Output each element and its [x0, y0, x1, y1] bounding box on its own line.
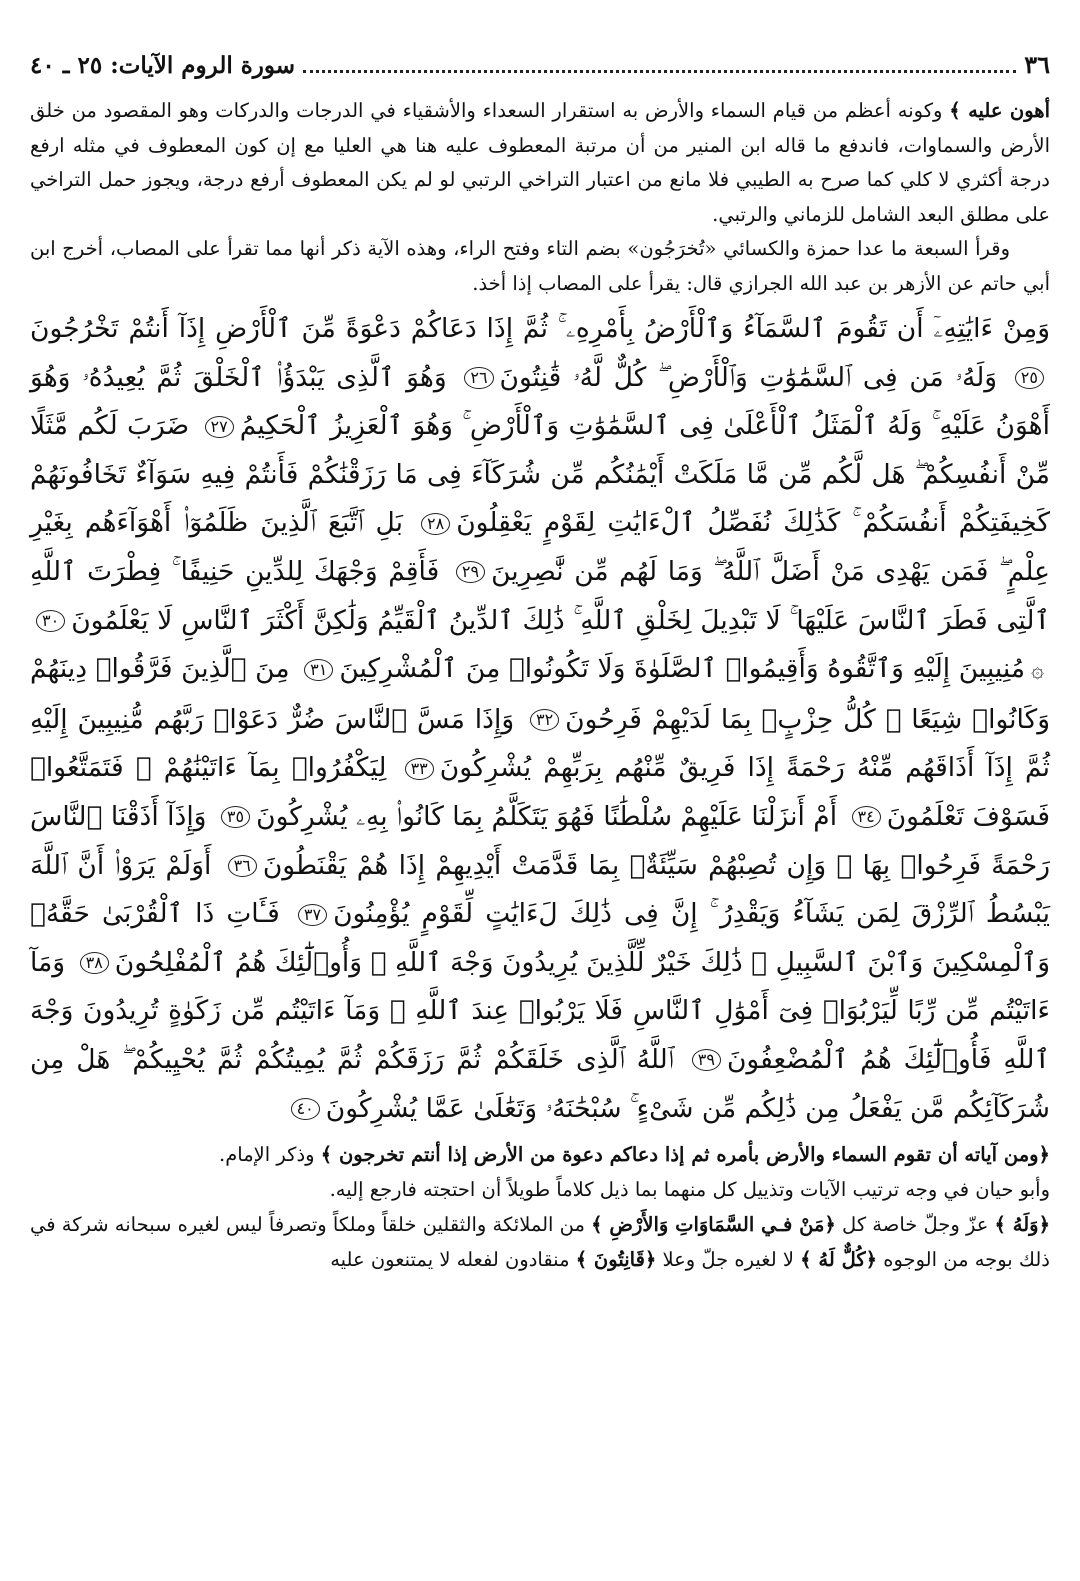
tafsir-text: وذكر الإمام. — [219, 1143, 321, 1167]
hizb-marker-icon: ۞ — [1031, 658, 1044, 684]
commentary-lead: أهون عليه ﴾ — [949, 99, 1050, 122]
verse-number: ٣٠ — [36, 610, 65, 632]
verse-number: ٢٨ — [421, 513, 450, 535]
verse-quote: ﴿قَانِتُونَ ﴾ — [575, 1248, 657, 1272]
quran-verses — [30, 305, 1050, 1133]
verse-text: وَهُوَ ٱلَّذِى يَبْدَؤُا۟ ٱلْخَلْقَ ثُمَّ يُعِيدُهُۥ وَهُوَ أَهْوَنُ عَلَيْهِ ۚ وَلَهُ ٱلْمَثَلُ ٱلْأَعْلَىٰ فِى ٱلسَّمَٰوَٰتِ وَٱلْأَرْضِ ۚ وَهُوَ ٱلْعَزِيزُ ٱلْحَكِيمُ — [30, 361, 1050, 442]
verse-text: مِنَ ٱلَّذِينَ فَرَّقُوا۟ دِينَهُمْ وَكَانُوا۟ شِيَعًا ۖ كُلُّ حِزْبٍۭ بِمَا لَدَيْهِمْ فَرِحُونَ — [30, 653, 1050, 735]
verse-text: لِيَكْفُرُوا۟ بِمَآ ءَاتَيْنَٰهُمْ ۚ فَتَمَتَّعُوا۟ فَسَوْفَ تَعْلَمُونَ — [30, 752, 1051, 832]
commentary-block — [30, 94, 1050, 301]
tafsir-text: لا لغيره جلّ وعلا — [656, 1248, 801, 1272]
verse-text: وَمِنْ ءَايَٰتِهِۦٓ أَن تَقُومَ ٱلسَّمَآءُ وَٱلْأَرْضُ بِأَمْرِهِۦ ۚ ثُمَّ إِذَا دَعَاكُمْ دَعْوَةً مِّنَ ٱلْأَرْضِ إِذَآ أَنتُمْ تَخْرُجُونَ — [30, 313, 1050, 344]
verse-number: ٣٦ — [228, 855, 257, 877]
running-title: سورة الروم الآيات: ٢٥ ـ ٤٠ — [30, 52, 296, 79]
verse-number: ٢٥ — [1015, 367, 1044, 389]
verse-text: وَإِذَا مَسَّ ٱلنَّاسَ ضُرٌّ دَعَوْا۟ رَبَّهُم مُّنِيبِينَ إِلَيْهِ ثُمَّ إِذَآ أَذَاقَهُم مِّنْهُ رَحْمَةً إِذَا فَرِيقٌ مِّنْهُم بِرَبِّهِمْ يُشْرِكُونَ — [30, 703, 1050, 784]
verse-text: فَـَٔاتِ ذَا ٱلْقُرْبَىٰ حَقَّهُۥ وَٱلْمِسْكِينَ وَٱبْنَ ٱلسَّبِيلِ ۚ ذَٰلِكَ خَيْرٌ لِّلَّذِينَ يُرِيدُونَ وَجْهَ ٱللَّهِ ۖ وَأُو۟لَٰٓئِكَ هُمُ ٱلْمُفْلِحُونَ — [30, 898, 1050, 978]
document-page — [30, 50, 1050, 1561]
commentary-text: وقرأ السبعة ما عدا حمزة والكسائي «تُخرَجُون» بضم التاء وفتح الراء، وهذه الآية ذكر أنها مما تقرأ على المصاب، أخرج ابن أبي حاتم عن الأزهر بن عبد الله الجرازي قال: يقرأ على المصاب إذا أخذ. — [30, 237, 1050, 295]
verse-text: وَلَهُۥ مَن فِى ٱلسَّمَٰوَٰتِ وَٱلْأَرْضِ ۖ كُلٌّ لَّهُۥ قَٰنِتُونَ — [499, 361, 998, 393]
verse-number: ٢٩ — [456, 561, 485, 583]
verse-number: ٢٦ — [464, 367, 493, 389]
tafsir-text: عزّ وجلّ خاصة كل — [835, 1213, 995, 1237]
verse-quote: ﴿كُلٌّ لَهُ ﴾ — [800, 1248, 878, 1272]
page-number: ٣٦ — [1024, 50, 1050, 79]
verse-quote: ﴿ومن آياته أن تقوم السماء والأرض بأمره ثم إذا دعاكم دعوة من الأرض إذا أنتم تخرجون ﴾ — [320, 1143, 1050, 1167]
verse-number: ٣٢ — [530, 709, 559, 731]
tafsir-paragraph — [30, 1207, 1050, 1277]
verse-text: ضَرَبَ لَكُم مَّثَلًا مِّنْ أَنفُسِكُمْ ۖ هَل لَّكُم مِّن مَّا مَلَكَتْ أَيْمَٰنُكُم مِّن شُرَكَآءَ فِى مَا رَزَقْنَٰكُمْ فَأَنتُمْ فِيهِ سَوَآءٌ تَخَافُونَهُمْ كَخِيفَتِكُمْ أَنفُسَكُمْ ۚ كَذَٰلِكَ نُفَصِّلُ ٱلْءَايَٰتِ لِقَوْمٍ يَعْقِلُونَ — [30, 410, 1050, 539]
tafsir-text: وأبو حيان في وجه ترتيب الآيات وتذييل كل منهما بما ذيل كلاماً طويلاً أن احتجته فارجع إليه. — [329, 1178, 1050, 1202]
verse-text: فَأَقِمْ وَجْهَكَ لِلدِّينِ حَنِيفًا ۚ فِطْرَتَ ٱللَّهِ ٱلَّتِى فَطَرَ ٱلنَّاسَ عَلَيْهَا ۚ لَا تَبْدِيلَ لِخَلْقِ ٱللَّهِ ۚ ذَٰلِكَ ٱلدِّينُ ٱلْقَيِّمُ وَلَٰكِنَّ أَكْثَرَ ٱلنَّاسِ لَا يَعْلَمُونَ — [30, 555, 1050, 636]
verse-number: ٣٤ — [852, 806, 881, 828]
verse-quote: ﴿مَنْ فـي السَّمَاوَاتِ وَالأَرْضِ ﴾ — [591, 1213, 836, 1237]
verse-number: ٣٨ — [80, 952, 109, 974]
tafsir-text: من الملائكة والثقلين خلقاً وملكاً وتصرفاً ليس لغيره سبحانه شركة في ذلك بوجه من الوجوه — [29, 1213, 1050, 1272]
verse-number: ٣٥ — [221, 806, 250, 828]
verse-text: أَمْ أَنزَلْنَا عَلَيْهِمْ سُلْطَٰنًا فَهُوَ يَتَكَلَّمُ بِمَا كَانُوا۟ بِهِۦ يُشْرِكُونَ — [256, 800, 838, 832]
tafsir-text: منقادون لفعله لا يمتنعون عليه — [330, 1248, 576, 1272]
tafsir-block — [30, 1137, 1050, 1277]
verse-number: ٣١ — [304, 659, 333, 681]
verse-text: وَمَآ ءَاتَيْتُم مِّن رِّبًا لِّيَرْبُوَا۟ فِىٓ أَمْوَٰلِ ٱلنَّاسِ فَلَا يَرْبُوا۟ عِندَ ٱللَّهِ ۖ وَمَآ ءَاتَيْتُم مِّن زَكَوٰةٍ تُرِيدُونَ وَجْهَ ٱللَّهِ فَأُو۟لَٰٓئِكَ هُمُ ٱلْمُضْعِفُونَ — [30, 946, 1050, 1075]
verse-number: ٣٧ — [298, 904, 327, 926]
verse-number: ٢٧ — [205, 416, 234, 438]
commentary-paragraph — [30, 232, 1050, 301]
commentary-paragraph — [30, 94, 1050, 232]
verse-text: مُنِيبِينَ إِلَيْهِ وَٱتَّقُوهُ وَأَقِيمُوا۟ ٱلصَّلَوٰةَ وَلَا تَكُونُوا۟ مِنَ ٱلْمُشْرِكِينَ — [339, 653, 1026, 685]
verse-number: ٣٩ — [692, 1049, 721, 1071]
verse-text: بَلِ ٱتَّبَعَ ٱلَّذِينَ ظَلَمُوٓا۟ أَهْوَآءَهُم بِغَيْرِ عِلْمٍ ۖ فَمَن يَهْدِى مَنْ أَضَلَّ ٱللَّهُ ۖ وَمَا لَهُم مِّن نَّٰصِرِينَ — [30, 507, 1050, 587]
tafsir-paragraph — [30, 1137, 1050, 1172]
verse-text: وَإِذَآ أَذَقْنَا ٱلنَّاسَ رَحْمَةً فَرِحُوا۟ بِهَا ۖ وَإِن تُصِبْهُمْ سَيِّئَةٌۢ بِمَا قَدَّمَتْ أَيْدِيهِمْ إِذَا هُمْ يَقْنَطُونَ — [30, 800, 1050, 881]
page-header — [30, 50, 1050, 94]
verse-text: أَوَلَمْ يَرَوْا۟ أَنَّ ٱللَّهَ يَبْسُطُ ٱلرِّزْقَ لِمَن يَشَآءُ وَيَقْدِرُ ۚ إِنَّ فِى ذَٰلِكَ لَءَايَٰتٍ لِّقَوْمٍ يُؤْمِنُونَ — [30, 849, 1050, 930]
commentary-text: وكونه أعظم من قيام السماء والأرض به استقرار السعداء والأشقياء في الدرجات والدركات وهو المقصود من خلق الأرض والسماوات، فاندفع ما قاله ابن المنير من أن مرتبة المعطوف عليه هنا هي العليا مع إن كون المعطوف في مثله ارفع درجة أكثري لا كلي كما صرح به الطيبي فلا مانع من اعتبار التراخي الرتبي لو لم يكن المعطوف أرفع درجة، ويجوز حمل التراخي على مطلق البعد الشامل للزماني والرتبي. — [30, 99, 1050, 226]
verse-number: ٣٣ — [405, 758, 434, 780]
tafsir-paragraph — [30, 1172, 1050, 1207]
dotted-leader — [303, 56, 1016, 73]
verse-number: ٤٠ — [291, 1098, 320, 1120]
verse-text: ٱللَّهُ ٱلَّذِى خَلَقَكُمْ ثُمَّ رَزَقَكُمْ ثُمَّ يُمِيتُكُمْ ثُمَّ يُحْيِيكُمْ ۖ هَلْ مِن شُرَكَآئِكُم مَّن يَفْعَلُ مِن ذَٰلِكُم مِّن شَىْءٍ ۚ سُبْحَٰنَهُۥ وَتَعَٰلَىٰ عَمَّا يُشْرِكُونَ — [30, 1043, 1050, 1124]
verse-quote: ﴿وَلَهُ ﴾ — [994, 1213, 1050, 1237]
